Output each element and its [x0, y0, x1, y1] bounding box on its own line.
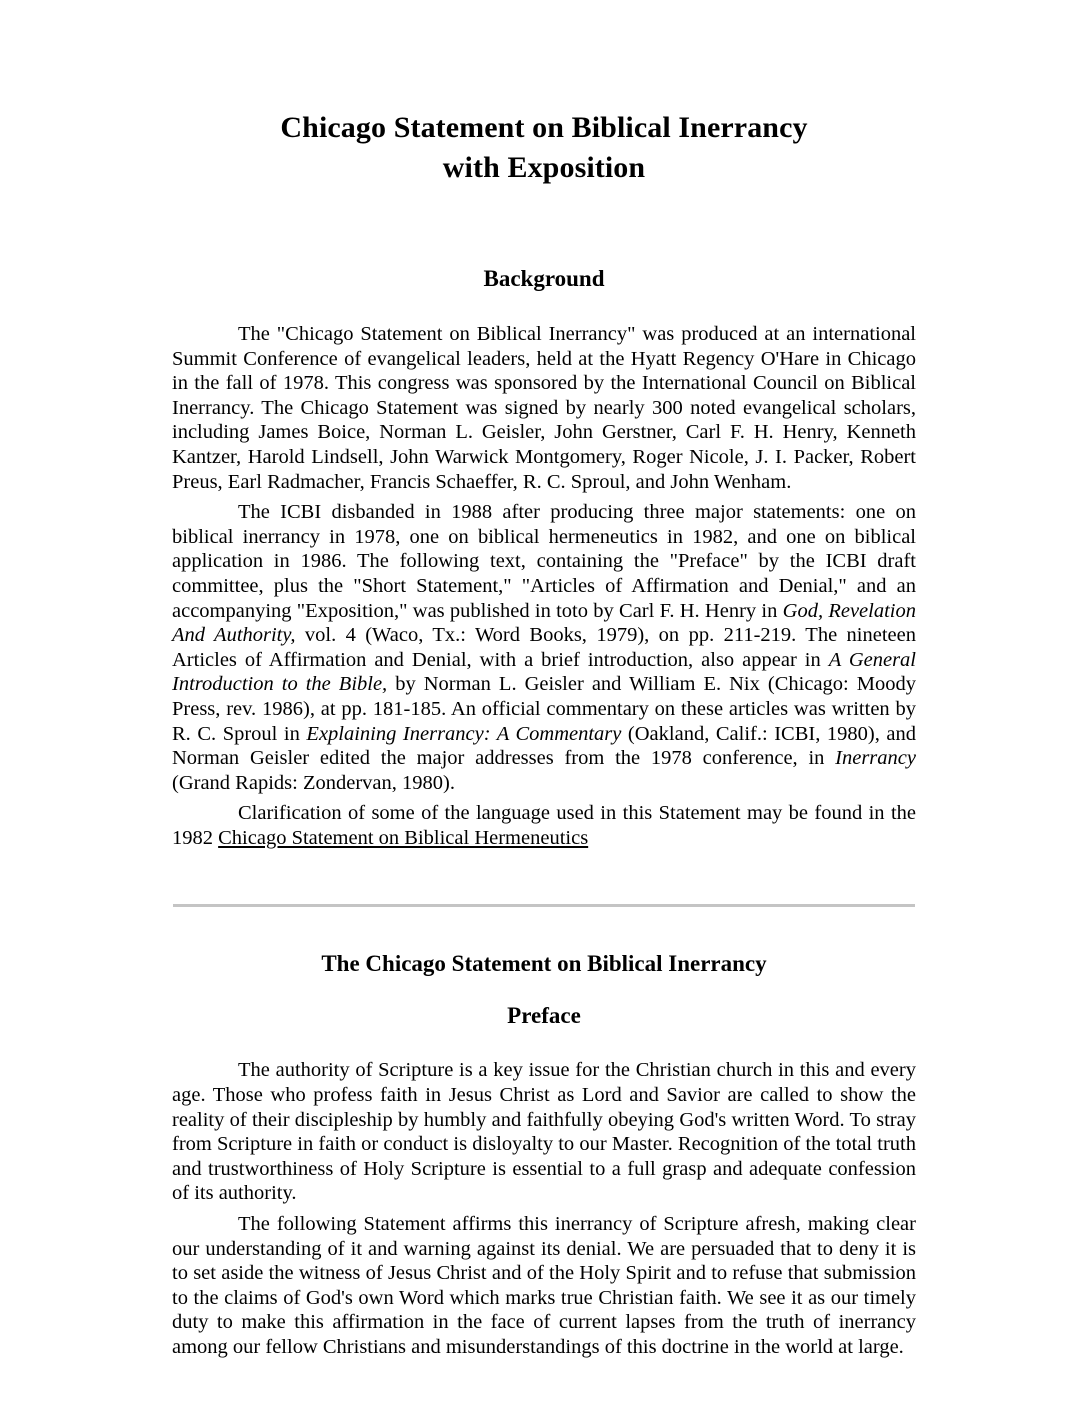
page-title [172, 108, 916, 188]
document-content [172, 0, 916, 1360]
title-spacer [172, 188, 916, 264]
background-heading: Background [483, 266, 605, 291]
bg-p2-italic-title-4: Inerrancy [835, 747, 916, 770]
bg-p2-italic-title-1: God, Revelation And Authority, [172, 599, 916, 647]
bg-p2-part-2: vol. 4 (Waco, Tx.: Word Books, 1979), on pp. 211-219. The nineteen Articles of Affirmation and Denial, with a brief introduction, also appear in [172, 624, 916, 671]
hermeneutics-statement-link[interactable]: Chicago Statement on Biblical Hermeneutics [218, 826, 589, 849]
preface-heading-spacer [172, 1031, 916, 1058]
heading-gap-spacer [172, 979, 916, 1001]
statement-heading: The Chicago Statement on Biblical Inerrancy [321, 951, 767, 977]
background-heading-spacer [172, 294, 916, 322]
bg-p2-part-4: (Oakland, Calif.: ICBI, 1980), and Norman Geisler edited the major addresses from the 1978 conference, in [172, 722, 917, 770]
page-title-line-1: Chicago Statement on Biblical Inerrancy [280, 111, 808, 144]
background-paragraph-1: The "Chicago Statement on Biblical Inerrancy" was produced at an international Summit Conference of evangelical leaders, held at the Hyatt Regency O'Hare in Chicago in the fall of 1978. This congress was sponsored by the International Council on Biblical Inerrancy. The Chicago Statement was signed by nearly 300 noted evangelical scholars, including James Boice, Norman L. Geisler, John Gerstner, Carl F. H. Henry, Kenneth Kantzer, Harold Lindsell, John Warwick Montgomery, Roger Nicole, J. I. Packer, Robert Preus, Earl Radmacher, Francis Schaeffer, R. C. Sproul, and John Wenham. [172, 323, 916, 493]
background-paragraph-3 [172, 801, 916, 850]
bg-p2-part-5: (Grand Rapids: Zondervan, 1980). [172, 771, 455, 794]
bg-p2-italic-title-2: A General Introduction to the Bible, [172, 648, 916, 696]
bg-p3-part-1: Clarification of some of the language used in this Statement may be found in the 1982 [172, 802, 916, 849]
divider-spacer [172, 907, 916, 949]
page-title-line-2: with Exposition [442, 151, 646, 184]
preface-paragraph-1: The authority of Scripture is a key issue for the Christian church in this and every age. Those who profess faith in Jesus Christ as Lord and Savior are called to show the reality of their discipleship by humbly and faithfully obeying God's written Word. To stray from Scripture in faith or conduct is disloyalty to our Master. Recognition of the total truth and trustworthiness of Holy Scripture is essential to a full grasp and adequate confession of its authority. [172, 1059, 916, 1205]
bg-p2-part-3: by Norman L. Geisler and William E. Nix (Chicago: Moody Press, rev. 1986), at pp. 181-185. An official commentary on these articles was written by R. C. Sproul in [172, 673, 916, 745]
background-paragraph-2 [172, 500, 916, 795]
bg-p2-part-1: The ICBI disbanded in 1988 after producing three major statements: one on biblical inerrancy in 1978, one on biblical hermeneutics in 1982, and one on biblical application in 1986. The following text, containing the "Preface" by the ICBI draft committee, plus the "Short Statement," "Articles of Affirmation and Denial," and an accompanying "Exposition," was published in toto by Carl F. H. Henry in [172, 501, 916, 622]
preface-paragraph-2: The following Statement affirms this inerrancy of Scripture afresh, making clear our understanding of it and warning against its denial. We are persuaded that to deny it is to set aside the witness of Jesus Christ and of the Holy Spirit and to refuse that submission to the claims of God's own Word which marks true Christian faith. We see it as our timely duty to make this affirmation in the face of current lapses from the truth of inerrancy among our fellow Christians and misunderstandings of this doctrine in the world at large. [172, 1213, 916, 1358]
bg-p2-italic-title-3: Explaining Inerrancy: A Commentary [306, 722, 622, 745]
preface-heading: Preface [507, 1003, 581, 1029]
